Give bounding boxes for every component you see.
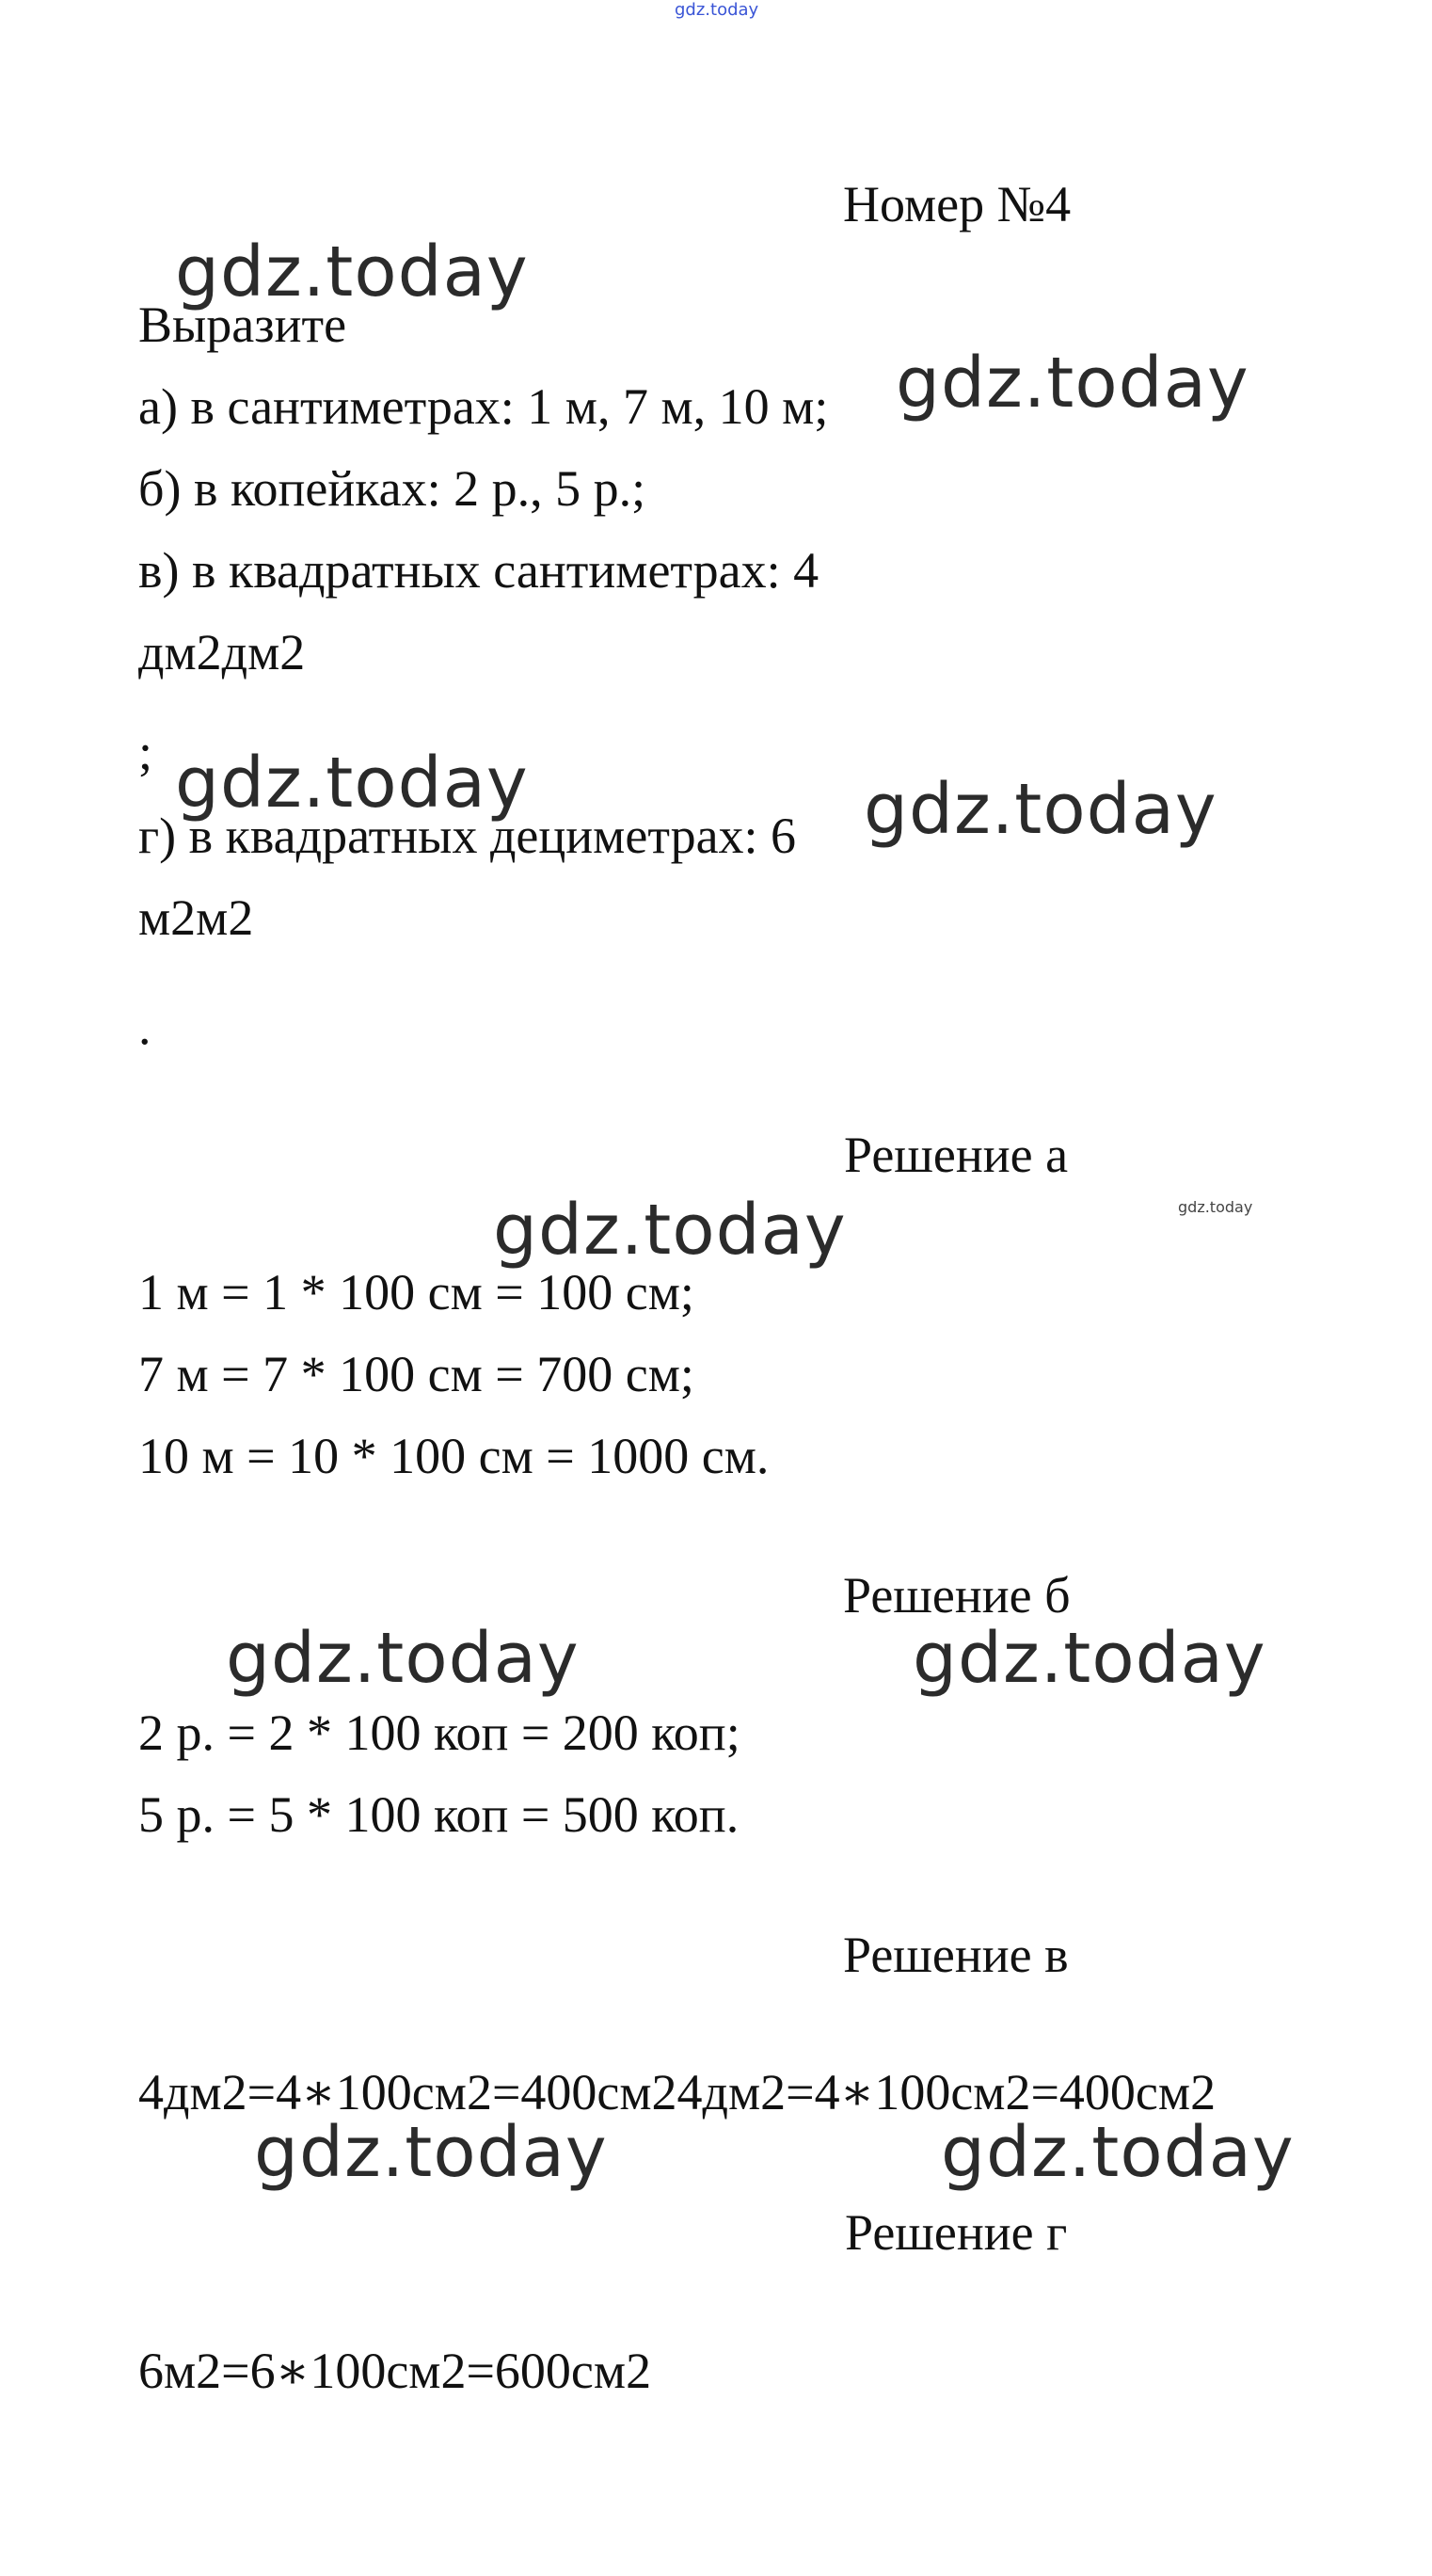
task-line-g: г) в квадратных дециметрах: 6	[138, 808, 797, 864]
watermark: gdz.today	[913, 1618, 1266, 1699]
solution-b-line-1: 2 р. = 2 * 100 коп = 200 коп;	[138, 1704, 740, 1761]
solution-v-heading: Решение в	[843, 1927, 1069, 1983]
solution-a-line-1: 1 м = 1 * 100 см = 100 см;	[138, 1264, 694, 1320]
watermark-top: gdz.today	[675, 0, 759, 20]
task-intro: Выразите	[138, 296, 347, 353]
task-line-b: б) в копейках: 2 р., 5 р.;	[138, 460, 646, 517]
watermark: gdz.today	[175, 743, 529, 824]
watermark: gdz.today	[896, 343, 1249, 424]
task-line-v-unit: дм2дм2	[138, 624, 306, 680]
watermark: gdz.today	[864, 769, 1217, 850]
solution-g-line: 6м2=6∗100см2=600см2	[138, 2343, 652, 2399]
watermark-side: gdz.today	[1178, 1198, 1253, 1216]
task-line-v-end: ;	[138, 724, 153, 780]
solution-b-line-2: 5 р. = 5 * 100 коп = 500 коп.	[138, 1786, 740, 1843]
solution-g-heading: Решение г	[845, 2204, 1068, 2261]
watermark: gdz.today	[254, 2112, 608, 2193]
watermark: gdz.today	[226, 1618, 580, 1699]
solution-a-line-2: 7 м = 7 * 100 см = 700 см;	[138, 1346, 694, 1402]
watermark: gdz.today	[941, 2112, 1295, 2193]
solution-b-heading: Решение б	[843, 1567, 1071, 1624]
task-line-v: в) в квадратных сантиметрах: 4	[138, 542, 819, 599]
solution-a-heading: Решение а	[844, 1127, 1069, 1183]
task-line-a: а) в сантиметрах: 1 м, 7 м, 10 м;	[138, 378, 829, 435]
task-line-g-unit: м2м2	[138, 889, 254, 946]
watermark: gdz.today	[175, 232, 529, 312]
solution-v-line: 4дм2=4∗100см2=400см24дм2=4∗100см2=400см2	[138, 2064, 1217, 2120]
watermark: gdz.today	[493, 1190, 847, 1271]
solution-a-line-3: 10 м = 10 * 100 см = 1000 см.	[138, 1428, 770, 1484]
task-title: Номер №4	[843, 176, 1072, 232]
task-line-g-end: .	[138, 999, 151, 1055]
